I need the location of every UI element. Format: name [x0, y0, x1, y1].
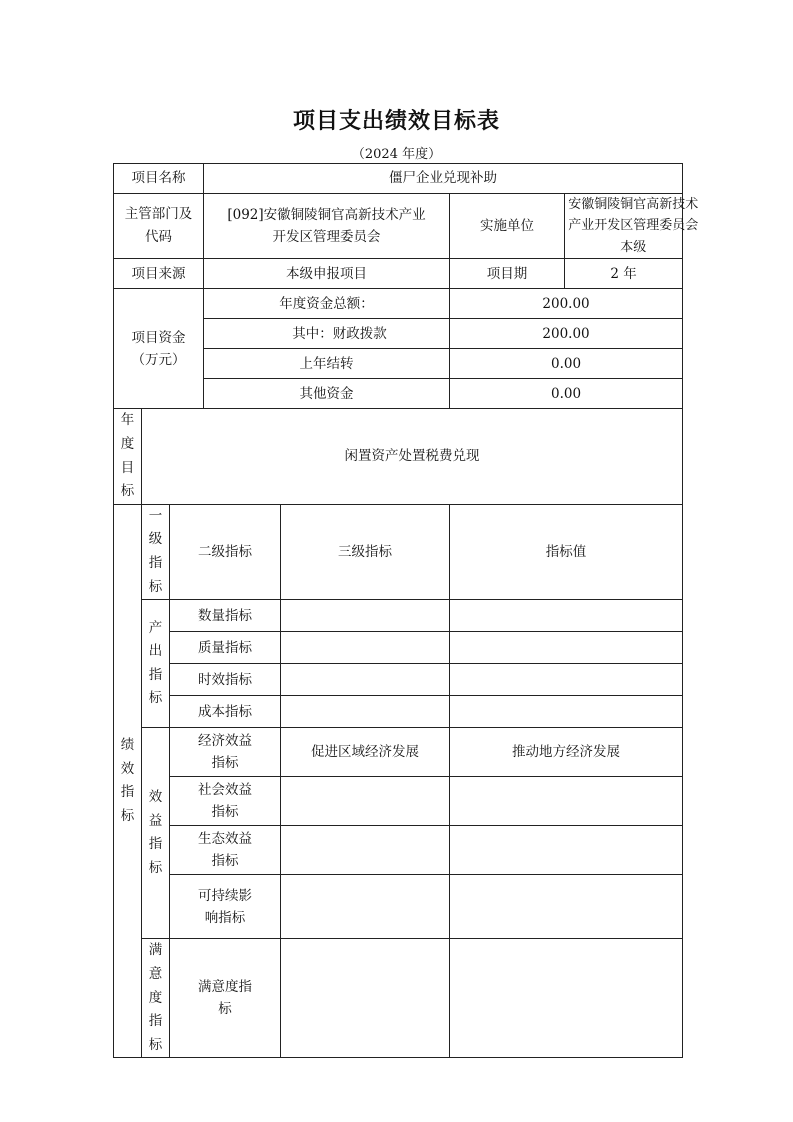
quantity-level3 — [281, 600, 450, 632]
satisfaction-indicator-label: 满意度指标 — [142, 939, 170, 1058]
annual-goal-value: 闲置资产处置税费兑现 — [142, 409, 683, 505]
performance-goal-table — [113, 163, 699, 1058]
project-source-value: 本级申报项目 — [204, 259, 450, 289]
quantity-indicator: 数量指标 — [170, 600, 281, 632]
social-benefit-value — [450, 777, 683, 826]
department-value: [092]安徽铜陵铜官高新技术产业开发区管理委员会 — [204, 194, 450, 259]
level1-header: 一级指标 — [142, 504, 170, 600]
social-benefit-indicator: 社会效益指标 — [170, 777, 281, 826]
indicator-value-header: 指标值 — [450, 504, 683, 600]
ecological-benefit-indicator: 生态效益指标 — [170, 826, 281, 875]
department-label: 主管部门及代码 — [114, 194, 204, 259]
funds-fiscal-label: 其中：财政拨款 — [204, 319, 450, 349]
output-indicator-label: 产出指标 — [142, 600, 170, 728]
cost-indicator: 成本指标 — [170, 696, 281, 728]
quality-level3 — [281, 632, 450, 664]
project-name-label: 项目名称 — [114, 164, 204, 194]
cost-level3 — [281, 696, 450, 728]
cost-value — [450, 696, 683, 728]
economic-benefit-value: 推动地方经济发展 — [450, 728, 683, 777]
funds-carryover-label: 上年结转 — [204, 349, 450, 379]
funds-carryover-value: 0.00 — [450, 349, 683, 379]
social-benefit-level3 — [281, 777, 450, 826]
project-source-label: 项目来源 — [114, 259, 204, 289]
economic-benefit-level3: 促进区域经济发展 — [281, 728, 450, 777]
page-title: 项目支出绩效目标表 — [292, 109, 500, 134]
quantity-value — [450, 600, 683, 632]
level3-header: 三级指标 — [281, 504, 450, 600]
funds-other-label: 其他资金 — [204, 379, 450, 409]
implementing-unit-label: 实施单位 — [450, 194, 565, 259]
funds-other-value: 0.00 — [450, 379, 683, 409]
satisfaction-level3 — [281, 939, 450, 1058]
sustainable-impact-value — [450, 875, 683, 939]
ecological-benefit-level3 — [281, 826, 450, 875]
implementing-unit-value: 安徽铜陵铜官高新技术产业开发区管理委员会本级 — [565, 194, 683, 259]
timeliness-value — [450, 664, 683, 696]
timeliness-indicator: 时效指标 — [170, 664, 281, 696]
sustainable-impact-indicator: 可持续影响指标 — [170, 875, 281, 939]
annual-goal-label: 年度目标 — [114, 409, 142, 505]
funds-total-value: 200.00 — [450, 289, 683, 319]
economic-benefit-indicator: 经济效益指标 — [170, 728, 281, 777]
satisfaction-value — [450, 939, 683, 1058]
funds-fiscal-value: 200.00 — [450, 319, 683, 349]
satisfaction-indicator: 满意度指标 — [170, 939, 281, 1058]
year-label: （2024 年度） — [351, 147, 442, 162]
project-period-value: 2 年 — [565, 259, 683, 289]
level2-header: 二级指标 — [170, 504, 281, 600]
funds-total-label: 年度资金总额： — [204, 289, 450, 319]
ecological-benefit-value — [450, 826, 683, 875]
quality-indicator: 质量指标 — [170, 632, 281, 664]
sustainable-impact-level3 — [281, 875, 450, 939]
project-funds-label: 项目资金（万元） — [114, 289, 204, 409]
benefit-indicator-label: 效益指标 — [142, 728, 170, 939]
performance-indicator-label: 绩效指标 — [114, 504, 142, 1058]
project-period-label: 项目期 — [450, 259, 565, 289]
timeliness-level3 — [281, 664, 450, 696]
quality-value — [450, 632, 683, 664]
project-name-value: 僵尸企业兑现补助 — [204, 164, 683, 194]
